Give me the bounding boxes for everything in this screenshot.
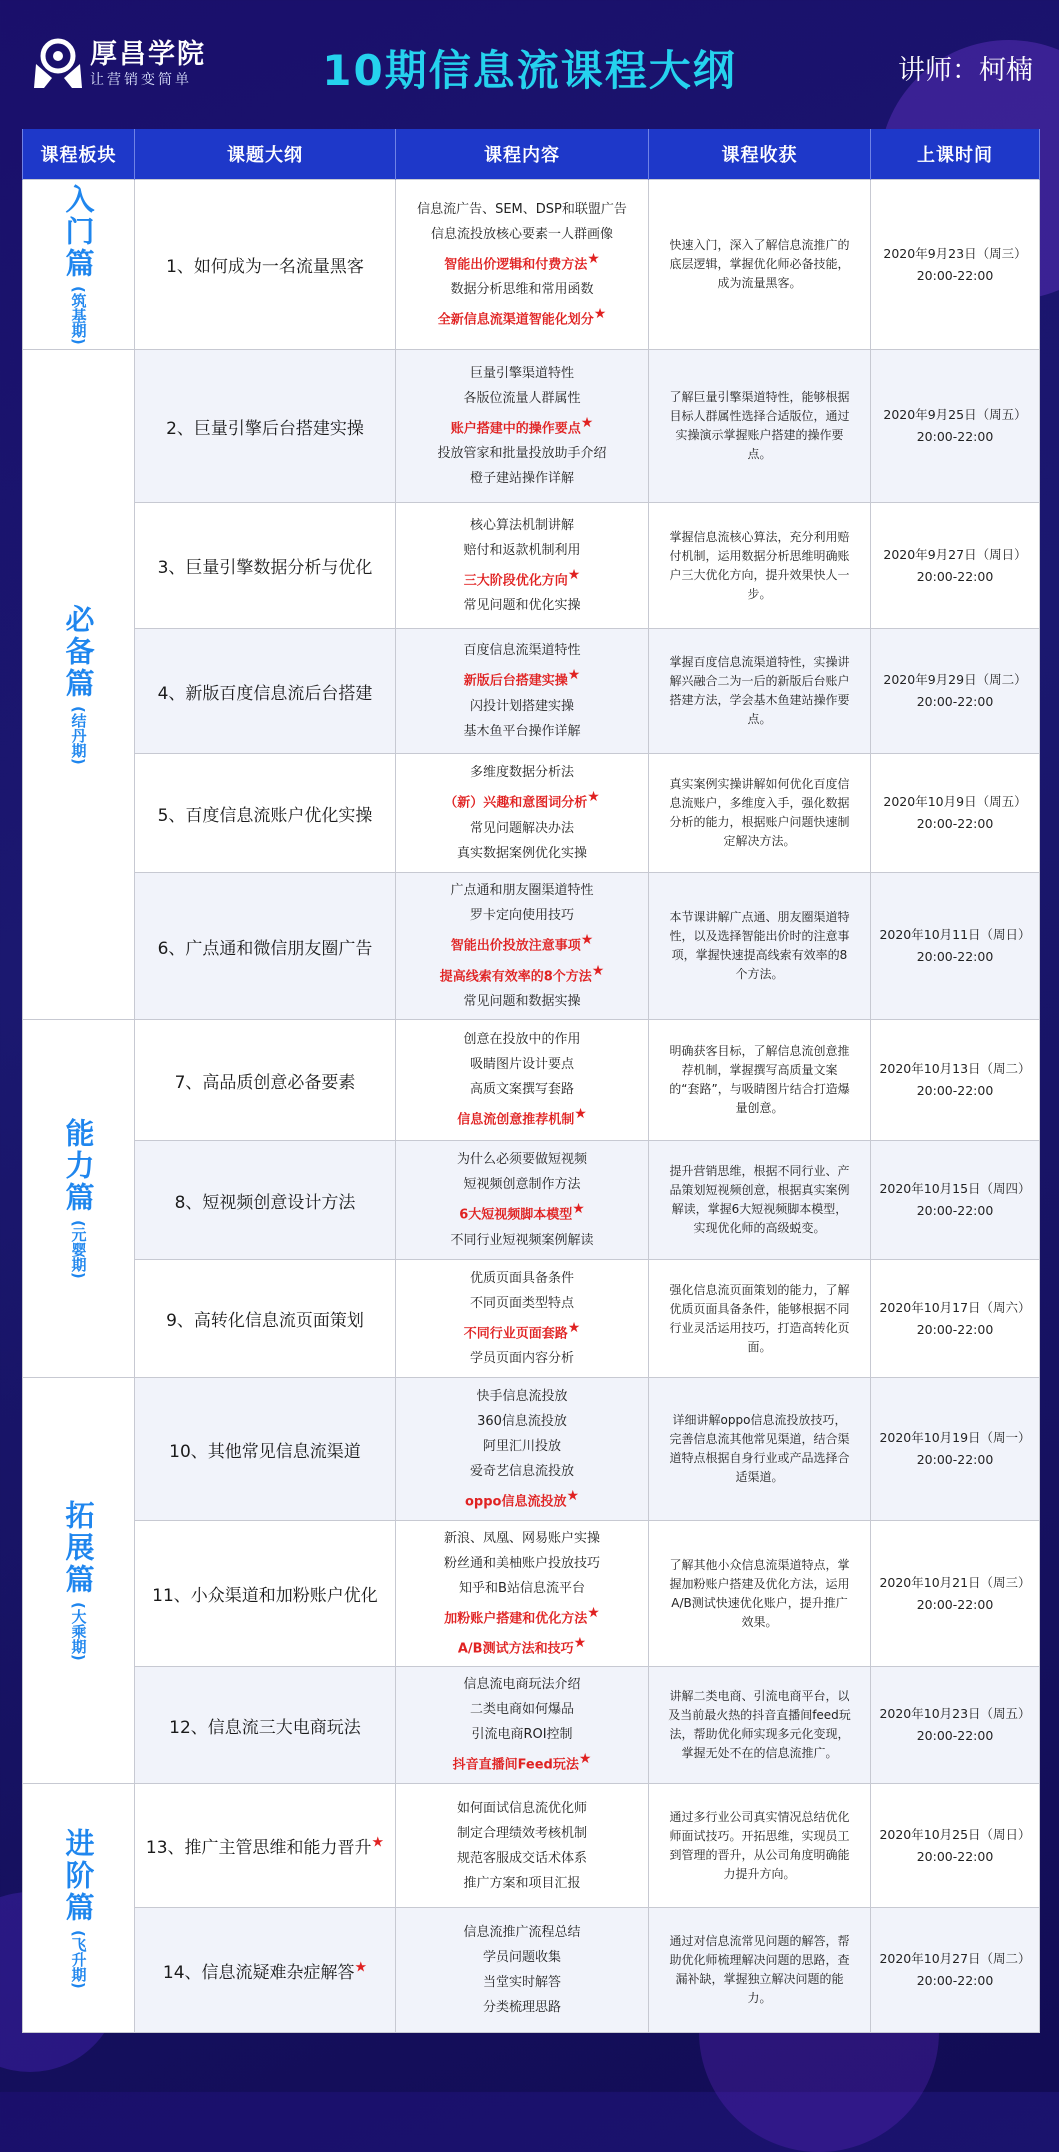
column-header: 课程收获	[649, 129, 871, 180]
content-line	[397, 1291, 647, 1316]
module-name: 必备篇	[61, 604, 96, 701]
star-icon: ★	[371, 1834, 385, 1851]
module-name: 能力篇	[61, 1118, 96, 1215]
star-icon: ★	[354, 1958, 368, 1975]
star-icon: ★	[567, 667, 581, 684]
content-line	[397, 928, 647, 958]
class-time: 20:00-22:00	[916, 1848, 994, 1864]
content-text: 抖音直播间Feed玩法	[452, 1757, 579, 1773]
class-date: 2020年10月21日（周三）	[879, 1574, 1031, 1590]
gain-cell: 通过多行业公司真实情况总结优化师面试技巧。开拓思维，实现员工到管理的晋升，从公司角度明确能力提升方向。	[649, 1784, 871, 1908]
class-date: 2020年10月27日（周二）	[879, 1951, 1031, 1966]
table-row	[23, 1784, 1040, 1908]
topic-title: 14、信息流疑难杂症解答	[162, 1962, 355, 1983]
topic-cell	[135, 873, 396, 1020]
time-cell	[871, 1908, 1040, 2033]
topic-cell	[135, 1141, 396, 1260]
topic-title: 5、百度信息流账户优化实操	[157, 805, 373, 826]
star-icon: ★	[574, 1106, 587, 1123]
page-title: 10期信息流课程大纲	[322, 46, 737, 95]
content-line	[397, 816, 647, 841]
module-stage: (飞升期)	[69, 1929, 88, 1989]
time-cell	[871, 180, 1040, 350]
class-time: 20:00-22:00	[916, 1973, 994, 1988]
topic-cell	[135, 180, 396, 350]
table-row	[23, 503, 1040, 629]
content-text: 智能出价逻辑和付费方法	[444, 257, 588, 272]
content-text: 账户搭建中的操作要点	[450, 421, 581, 437]
course-table	[22, 129, 1040, 2033]
content-text: A/B测试方法和技巧	[457, 1641, 574, 1657]
module-name: 进阶篇	[61, 1827, 96, 1924]
logo-slogan: 让营销变简单	[90, 72, 192, 88]
content-line	[397, 1846, 647, 1871]
table-row	[23, 1908, 1040, 2033]
content-text: 学员页面内容分析	[469, 1351, 574, 1367]
content-line	[397, 1601, 647, 1631]
content-text: 引流电商ROI控制	[471, 1727, 573, 1743]
content-text: 数据分析思维和常用函数	[450, 282, 594, 297]
class-time: 20:00-22:00	[916, 1203, 994, 1218]
class-time: 20:00-22:00	[916, 816, 994, 831]
content-text: 百度信息流渠道特性	[463, 643, 581, 659]
logo-name: 厚昌学院	[90, 39, 206, 70]
star-icon: ★	[580, 414, 594, 431]
content-text: 信息流电商玩法介绍	[463, 1677, 581, 1693]
content-text: 新版后台搭建实操	[463, 673, 568, 689]
class-date: 2020年9月25日（周五）	[883, 407, 1027, 422]
topic-cell	[135, 1908, 396, 2033]
star-icon: ★	[593, 306, 607, 322]
content-text: 常见问题解决办法	[469, 820, 574, 836]
content-cell	[396, 1141, 649, 1260]
topic-cell	[135, 503, 396, 629]
module-stage: (大乘期)	[69, 1602, 88, 1661]
content-line	[397, 1672, 647, 1697]
topic-title: 11、小众渠道和加粉账户优化	[152, 1586, 378, 1606]
content-text: 常见问题和优化实操	[463, 598, 581, 614]
content-line	[397, 1821, 647, 1846]
module-cell	[23, 1784, 135, 2033]
class-date: 2020年10月11日（周日）	[879, 927, 1031, 942]
class-time: 20:00-22:00	[916, 949, 994, 964]
content-text: 不同页面类型特点	[469, 1295, 574, 1311]
topic-cell	[135, 754, 396, 873]
topic-title: 12、信息流三大电商玩法	[169, 1717, 361, 1738]
content-line	[397, 785, 647, 815]
star-icon: ★	[587, 1604, 600, 1621]
class-time: 20:00-22:00	[916, 1596, 994, 1612]
content-text: 快手信息流投放	[476, 1388, 568, 1404]
topic-title: 7、高品质创意必备要素	[174, 1072, 356, 1093]
content-text: 提高线索有效率的8个方法	[439, 968, 592, 984]
star-icon: ★	[572, 1201, 585, 1218]
time-cell	[871, 754, 1040, 873]
content-line	[397, 1434, 647, 1459]
module-cell	[23, 180, 135, 350]
content-line	[397, 277, 647, 302]
content-line	[397, 411, 647, 441]
content-text: 信息流推广流程总结	[463, 1925, 581, 1940]
table-row	[23, 1378, 1040, 1521]
content-line	[397, 302, 647, 332]
time-cell	[871, 629, 1040, 754]
topic-cell	[135, 350, 396, 503]
class-date: 2020年10月19日（周一）	[879, 1430, 1031, 1445]
content-line	[397, 441, 647, 466]
content-line	[397, 989, 647, 1014]
column-header: 课程内容	[396, 129, 649, 180]
content-cell	[396, 1260, 649, 1378]
teacher-label: 讲师：柯楠	[898, 55, 1033, 86]
content-line	[397, 1551, 647, 1576]
content-text: 推广方案和项目汇报	[463, 1875, 581, 1891]
time-cell	[871, 1521, 1040, 1667]
time-cell	[871, 350, 1040, 503]
class-time: 20:00-22:00	[916, 267, 994, 283]
content-text: 全新信息流渠道智能化划分	[437, 312, 594, 328]
content-line	[397, 760, 647, 785]
time-cell	[871, 1378, 1040, 1521]
content-line	[397, 1920, 647, 1945]
content-line	[397, 1409, 647, 1434]
class-date: 2020年10月25日（周日）	[879, 1826, 1031, 1842]
gain-cell: 了解巨量引擎渠道特性，能够根据目标人群属性选择合适版位，通过实操演示掌握账户搭建的操作要点。	[649, 350, 871, 503]
table-row	[23, 180, 1040, 350]
content-text: 基木鱼平台操作详解	[463, 723, 581, 739]
star-icon: ★	[573, 1635, 587, 1651]
content-cell	[396, 180, 649, 350]
content-line	[397, 563, 647, 593]
content-line	[397, 1172, 647, 1197]
content-text: 加粉账户搭建和优化方法	[444, 1611, 588, 1626]
content-line	[397, 959, 647, 989]
table-row	[23, 1521, 1040, 1667]
content-text: 投放管家和批量投放助手介绍	[437, 446, 607, 462]
time-cell	[871, 1141, 1040, 1260]
content-text: 多维度数据分析法	[469, 765, 574, 781]
content-line	[397, 1945, 647, 1970]
content-text: 广点通和朋友圈渠道特性	[450, 883, 594, 899]
header	[0, 0, 1059, 130]
column-header: 课程板块	[23, 129, 135, 180]
content-line	[397, 197, 647, 222]
content-line	[397, 1346, 647, 1371]
content-text: 创意在投放中的作用	[463, 1032, 581, 1048]
topic-title: 1、如何成为一名流量黑客	[166, 257, 364, 277]
content-text: 优质页面具备条件	[469, 1270, 574, 1286]
content-cell	[396, 1521, 649, 1667]
content-line	[397, 638, 647, 663]
content-line	[397, 1796, 647, 1821]
class-date: 2020年10月9日（周五）	[883, 794, 1027, 809]
column-header: 课题大纲	[135, 129, 396, 180]
content-line	[397, 466, 647, 491]
star-icon: ★	[578, 1751, 592, 1768]
module-cell	[23, 350, 135, 1020]
content-line	[397, 222, 647, 247]
content-text: 分类梳理思路	[482, 2000, 561, 2015]
content-line	[397, 1052, 647, 1077]
content-cell	[396, 350, 649, 503]
content-text: 常见问题和数据实操	[463, 993, 581, 1009]
star-icon: ★	[567, 566, 581, 583]
content-line	[397, 1228, 647, 1253]
content-text: 吸睛图片设计要点	[469, 1057, 574, 1073]
content-cell	[396, 873, 649, 1020]
class-time: 20:00-22:00	[916, 1083, 994, 1098]
content-cell	[396, 1667, 649, 1784]
content-text: 真实数据案例优化实操	[456, 845, 587, 861]
content-line	[397, 663, 647, 693]
class-date: 2020年9月29日（周二）	[883, 672, 1027, 687]
class-date: 2020年10月15日（周四）	[879, 1181, 1031, 1196]
content-line	[397, 538, 647, 563]
content-text: 橙子建站操作详解	[469, 471, 574, 487]
content-text: oppo信息流投放	[464, 1494, 567, 1510]
content-text: 不同行业页面套路	[463, 1326, 568, 1342]
topic-title: 4、新版百度信息流后台搭建	[157, 683, 373, 704]
class-time: 20:00-22:00	[916, 568, 994, 584]
gain-cell: 提升营销思维，根据不同行业、产品策划短视频创意，根据真实案例解读，掌握6大短视频脚本模型，实现优化师的高级蜕变。	[649, 1141, 871, 1260]
topic-title: 10、其他常见信息流渠道	[169, 1441, 361, 1462]
topic-cell	[135, 1784, 396, 1908]
class-time: 20:00-22:00	[916, 1452, 994, 1467]
content-line	[397, 1631, 647, 1661]
content-line	[397, 1526, 647, 1551]
content-text: 信息流创意推荐机制	[457, 1112, 575, 1128]
content-text: 信息流广告、SEM、DSP和联盟广告	[417, 201, 627, 217]
table-row	[23, 629, 1040, 754]
topic-title: 8、短视频创意设计方法	[174, 1192, 356, 1213]
module-name: 拓展篇	[61, 1500, 96, 1597]
table-row	[23, 1667, 1040, 1784]
gain-cell: 快速入门，深入了解信息流推广的底层逻辑，掌握优化师必备技能，成为流量黑客。	[649, 180, 871, 350]
topic-cell	[135, 1521, 396, 1667]
content-line	[397, 513, 647, 538]
content-line	[397, 247, 647, 277]
content-line	[397, 1970, 647, 1995]
gain-cell: 掌握信息流核心算法，充分利用赔付机制，运用数据分析思维明确账户三大优化方向，提升效果快人一步。	[649, 503, 871, 629]
content-line	[397, 1459, 647, 1484]
content-text: 6大短视频脚本模型	[459, 1207, 573, 1223]
table-row	[23, 873, 1040, 1020]
table-header-row	[23, 129, 1040, 180]
content-text: （新）兴趣和意图词分析	[444, 795, 588, 811]
time-cell	[871, 1020, 1040, 1141]
class-time: 20:00-22:00	[916, 694, 994, 709]
class-date: 2020年10月23日（周五）	[879, 1706, 1031, 1721]
content-text: 为什么必须要做短视频	[456, 1152, 587, 1168]
module-cell	[23, 1020, 135, 1378]
class-time: 20:00-22:00	[916, 1728, 994, 1743]
content-line	[397, 1747, 647, 1777]
module-stage: (结丹期)	[69, 706, 88, 765]
table-row	[23, 1020, 1040, 1141]
star-icon: ★	[587, 250, 600, 267]
content-text: 规范客服成交话术体系	[456, 1850, 587, 1866]
content-line	[397, 1316, 647, 1346]
content-line	[397, 361, 647, 386]
content-text: 核心算法机制讲解	[469, 517, 574, 533]
content-text: 三大阶段优化方向	[463, 573, 568, 589]
topic-title: 13、推广主管思维和能力晋升	[145, 1838, 372, 1858]
content-line	[397, 386, 647, 411]
time-cell	[871, 1784, 1040, 1908]
module-stage: (元婴期)	[69, 1220, 88, 1279]
content-line	[397, 1077, 647, 1102]
content-line	[397, 1484, 647, 1514]
star-icon: ★	[587, 789, 600, 806]
gain-cell: 明确获客目标，了解信息流创意推荐机制，掌握撰写高质量文案的“套路”，与吸睛图片结合打造爆量创意。	[649, 1020, 871, 1141]
content-text: 制定合理绩效考核机制	[456, 1825, 587, 1841]
table-row	[23, 1141, 1040, 1260]
table-row	[23, 1260, 1040, 1378]
content-text: 粉丝通和美柚账户投放技巧	[443, 1555, 600, 1571]
table-row	[23, 350, 1040, 503]
content-text: 当堂实时解答	[482, 1975, 561, 1990]
content-line	[397, 719, 647, 744]
class-time: 20:00-22:00	[916, 429, 994, 444]
content-line	[397, 1995, 647, 2020]
topic-cell	[135, 1378, 396, 1521]
topic-cell	[135, 1260, 396, 1378]
content-cell	[396, 1020, 649, 1141]
time-cell	[871, 503, 1040, 629]
class-date: 2020年9月27日（周日）	[883, 546, 1027, 562]
topic-cell	[135, 1020, 396, 1141]
star-icon: ★	[566, 1487, 580, 1504]
content-text: 如何面试信息流优化师	[456, 1800, 587, 1816]
gain-cell: 讲解二类电商、引流电商平台，以及当前最火热的抖音直播间feed玩法，帮助优化师实现多元化变现，掌握无处不在的信息流推广。	[649, 1667, 871, 1784]
content-text: 信息流投放核心要素一人群画像	[430, 226, 613, 242]
module-stage: (筑基期)	[69, 286, 88, 345]
class-date: 2020年10月13日（周二）	[879, 1061, 1031, 1076]
class-time: 20:00-22:00	[916, 1321, 994, 1337]
content-text: 新浪、凤凰、网易账户实操	[443, 1530, 600, 1546]
content-line	[397, 1697, 647, 1722]
gain-cell: 了解其他小众信息流渠道特点，掌握加粉账户搭建及优化方法，运用A/B测试快速优化账户，提升推广效果。	[649, 1521, 871, 1667]
content-text: 二类电商如何爆品	[469, 1702, 574, 1718]
content-line	[397, 903, 647, 928]
content-cell	[396, 1908, 649, 2033]
content-text: 短视频创意制作方法	[463, 1177, 581, 1193]
module-cell	[23, 1378, 135, 1784]
content-text: 360信息流投放	[477, 1413, 567, 1429]
content-text: 罗卡定向使用技巧	[469, 908, 574, 924]
content-cell	[396, 629, 649, 754]
topic-title: 3、巨量引擎数据分析与优化	[157, 558, 373, 578]
content-line	[397, 1197, 647, 1227]
content-text: 爱奇艺信息流投放	[469, 1463, 574, 1479]
topic-cell	[135, 629, 396, 754]
content-line	[397, 593, 647, 618]
class-date: 2020年10月17日（周六）	[879, 1299, 1031, 1315]
content-cell	[396, 754, 649, 873]
content-line	[397, 1147, 647, 1172]
star-icon: ★	[567, 1319, 581, 1336]
topic-title: 2、巨量引擎后台搭建实操	[166, 418, 364, 439]
content-line	[397, 1384, 647, 1409]
content-text: 巨量引擎渠道特性	[469, 365, 574, 381]
content-text: 各版位流量人群属性	[463, 390, 581, 406]
gain-cell: 本节课讲解广点通、朋友圈渠道特性，以及选择智能出价时的注意事项，掌握快速提高线索有效率的8个方法。	[649, 873, 871, 1020]
time-cell	[871, 873, 1040, 1020]
content-line	[397, 1102, 647, 1132]
content-cell	[396, 1784, 649, 1908]
content-text: 不同行业短视频案例解读	[450, 1232, 594, 1248]
gain-cell: 详细讲解oppo信息流投放技巧，完善信息流其他常见渠道，结合渠道特点根据自身行业或产品选择合适渠道。	[649, 1378, 871, 1521]
content-line	[397, 1266, 647, 1291]
content-line	[397, 841, 647, 866]
gain-cell: 真实案例实操讲解如何优化百度信息流账户，多维度入手，强化数据分析的能力，根据账户问题快速制定解决方法。	[649, 754, 871, 873]
content-cell	[396, 503, 649, 629]
content-line	[397, 1027, 647, 1052]
gain-cell: 强化信息流页面策划的能力，了解优质页面具备条件，能够根据不同行业灵活运用技巧，打造高转化页面。	[649, 1260, 871, 1378]
time-cell	[871, 1667, 1040, 1784]
content-line	[397, 1871, 647, 1896]
content-text: 知乎和B站信息流平台	[459, 1580, 585, 1596]
content-line	[397, 694, 647, 719]
content-cell	[396, 1378, 649, 1521]
star-icon: ★	[591, 962, 605, 979]
content-line	[397, 1576, 647, 1601]
content-text: 智能出价投放注意事项	[450, 938, 581, 954]
topic-title: 9、高转化信息流页面策划	[166, 1311, 364, 1331]
module-name: 入门篇	[61, 184, 96, 281]
topic-cell	[135, 1667, 396, 1784]
time-cell	[871, 1260, 1040, 1378]
class-date: 2020年9月23日（周三）	[883, 245, 1027, 261]
column-header: 上课时间	[871, 129, 1040, 180]
content-line	[397, 878, 647, 903]
gain-cell: 掌握百度信息流渠道特性，实操讲解兴融合二为一后的新版后台账户搭建方法，学会基木鱼建站操作要点。	[649, 629, 871, 754]
content-text: 阿里汇川投放	[482, 1438, 561, 1454]
content-text: 高质文案撰写套路	[469, 1082, 574, 1098]
content-text: 闪投计划搭建实操	[469, 698, 574, 714]
topic-title: 6、广点通和微信朋友圈广告	[157, 938, 373, 959]
gain-cell: 通过对信息流常见问题的解答，帮助优化师梳理解决问题的思路，查漏补缺，掌握独立解决问题的能力。	[649, 1908, 871, 2033]
star-icon: ★	[580, 932, 594, 949]
content-text: 赔付和返款机制利用	[463, 542, 581, 558]
content-line	[397, 1722, 647, 1747]
content-text: 学员问题收集	[482, 1950, 561, 1965]
table-row	[23, 754, 1040, 873]
